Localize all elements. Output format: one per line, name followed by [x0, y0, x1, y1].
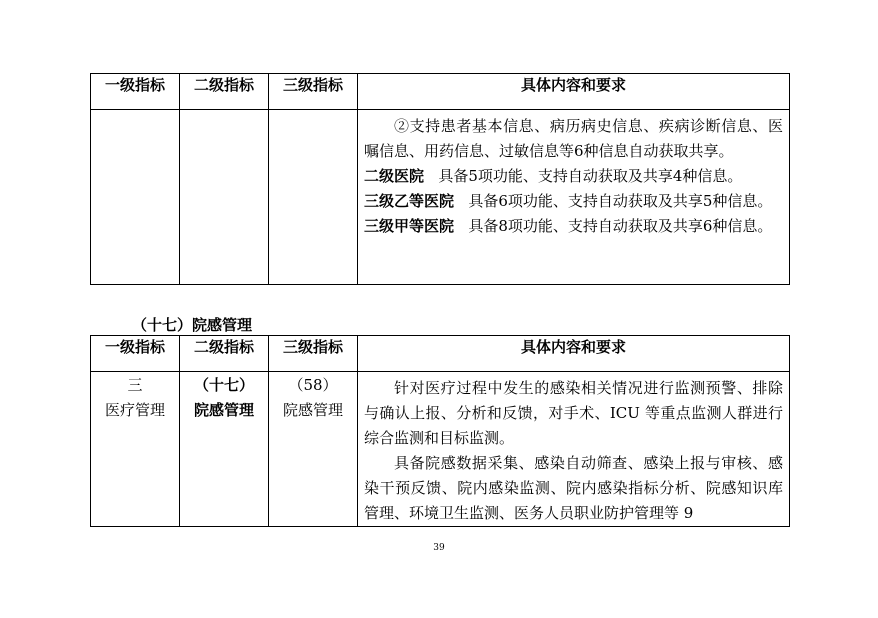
- level1-name: 医疗管理: [104, 401, 165, 419]
- requirement-text: 针对医疗过程中发生的感染相关情况进行监测预警、排除与确认上报、分析和反馈，对手术、ICU 等重点监测人群进行综合监测和目标监测。: [364, 379, 783, 447]
- header-level1: 一级指标: [91, 74, 180, 110]
- level3-number: （58）: [288, 376, 338, 394]
- header-level2: 二级指标: [180, 74, 269, 110]
- level3-name: 院感管理: [282, 401, 343, 419]
- empty-cell: [180, 110, 269, 285]
- section-title: （十七）院感管理: [132, 316, 253, 334]
- level-requirement: [364, 164, 783, 189]
- header-level3: 三级指标: [269, 336, 358, 372]
- level-label: 二级医院: [364, 167, 425, 185]
- header-level3: 三级指标: [269, 74, 358, 110]
- header-content: 具体内容和要求: [358, 336, 790, 372]
- table-row: [91, 110, 790, 285]
- level-text: 具备8项功能、支持自动获取及共享6种信息。: [468, 217, 773, 235]
- level-text: 具备6项功能、支持自动获取及共享5种信息。: [468, 192, 773, 210]
- level-label: 三级甲等医院: [364, 217, 455, 235]
- empty-cell: [269, 110, 358, 285]
- level-text: 具备5项功能、支持自动获取及共享4种信息。: [438, 167, 743, 185]
- level1-cell: [91, 372, 180, 527]
- empty-cell: [91, 110, 180, 285]
- table-header-row: [91, 336, 790, 372]
- content-cell: [358, 372, 790, 527]
- level2-name: 院感管理: [193, 401, 254, 419]
- header-level2: 二级指标: [180, 336, 269, 372]
- requirement-text: ②支持患者基本信息、病历病史信息、疾病诊断信息、医嘱信息、用药信息、过敏信息等6种信息自动获取共享。: [364, 117, 783, 160]
- level2-cell: [180, 372, 269, 527]
- level-requirement: [364, 214, 783, 239]
- level3-cell: [269, 372, 358, 527]
- content-cell: [358, 110, 790, 285]
- header-level1: 一级指标: [91, 336, 180, 372]
- level-requirement: [364, 189, 783, 214]
- header-content: 具体内容和要求: [358, 74, 790, 110]
- level1-number: 三: [127, 376, 143, 394]
- level-label: 三级乙等医院: [364, 192, 455, 210]
- level2-number: （十七）: [193, 376, 254, 394]
- indicator-table: [90, 335, 790, 527]
- indicator-table-continued: [90, 73, 790, 285]
- table-header-row: [91, 74, 790, 110]
- table-row: [91, 372, 790, 527]
- page-number: 39: [433, 543, 445, 553]
- requirement-text: 具备院感数据采集、感染自动筛查、感染上报与审核、感染干预反馈、院内感染监测、院内感染指标分析、院感知识库管理、环境卫生监测、医务人员职业防护管理等 9: [364, 454, 783, 522]
